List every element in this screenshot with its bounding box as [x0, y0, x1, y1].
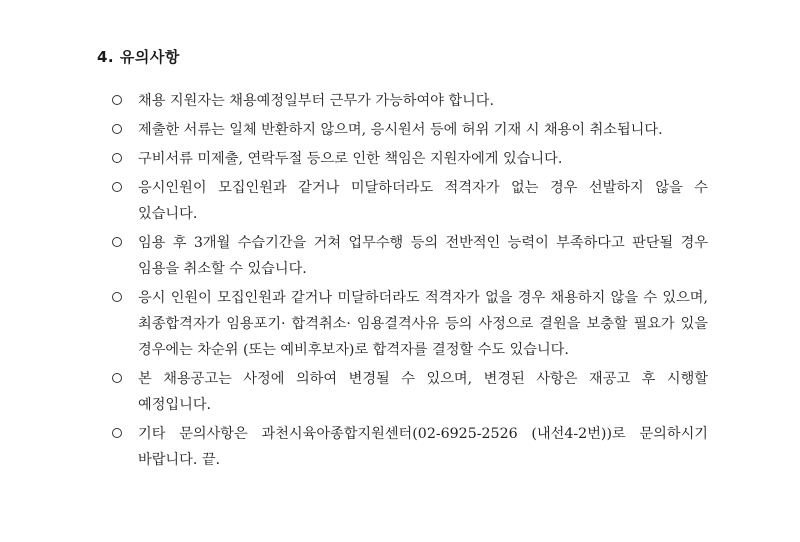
- circle-bullet-icon: [112, 153, 122, 163]
- note-item: [112, 421, 708, 473]
- circle-bullet-icon: [112, 428, 122, 438]
- note-text: 응시인원이 모집인원과 같거나 미달하더라도 적격자가 없는 경우 선발하지 않을 수 있습니다.: [138, 180, 708, 222]
- notes-list: [112, 88, 708, 476]
- note-text: 제출한 서류는 일체 반환하지 않으며, 응시원서 등에 허위 기재 시 채용이 취소됩니다.: [138, 122, 663, 138]
- note-text: 임용 후 3개월 수습기간을 거쳐 업무수행 등의 전반적인 능력이 부족하다고 판단될 경우 임용을 취소할 수 있습니다.: [138, 235, 708, 277]
- note-text: 기타 문의사항은 과천시육아종합지원센터(02-6925-2526 (내선4-2번))로 문의하시기 바랍니다. 끝.: [138, 426, 708, 468]
- note-item: [112, 230, 708, 282]
- section-title: 4. 유의사항: [97, 48, 180, 66]
- circle-bullet-icon: [112, 237, 122, 247]
- note-text: 응시 인원이 모집인원과 같거나 미달하더라도 적격자가 없을 경우 채용하지 않을 수 있으며, 최종합격자가 임용포기· 합격취소· 임용결격사유 등의 사정으로 결원을 보충할 필요가 있을 경우에는 차순위 (또는 예비후보자)로 합격자를 결정할 수도 있습니다.: [138, 290, 708, 358]
- circle-bullet-icon: [112, 124, 122, 134]
- note-item: [112, 117, 708, 143]
- note-text: 채용 지원자는 채용예정일부터 근무가 가능하여야 합니다.: [138, 93, 494, 109]
- note-text: 본 채용공고는 사정에 의하여 변경될 수 있으며, 변경된 사항은 재공고 후 시행할 예정입니다.: [138, 371, 708, 413]
- circle-bullet-icon: [112, 95, 122, 105]
- note-text: 구비서류 미제출, 연락두절 등으로 인한 책임은 지원자에게 있습니다.: [138, 151, 563, 167]
- note-item: [112, 88, 708, 114]
- note-item: [112, 366, 708, 418]
- note-item: [112, 175, 708, 227]
- circle-bullet-icon: [112, 292, 122, 302]
- circle-bullet-icon: [112, 182, 122, 192]
- note-item: [112, 285, 708, 363]
- circle-bullet-icon: [112, 373, 122, 383]
- note-item: [112, 146, 708, 172]
